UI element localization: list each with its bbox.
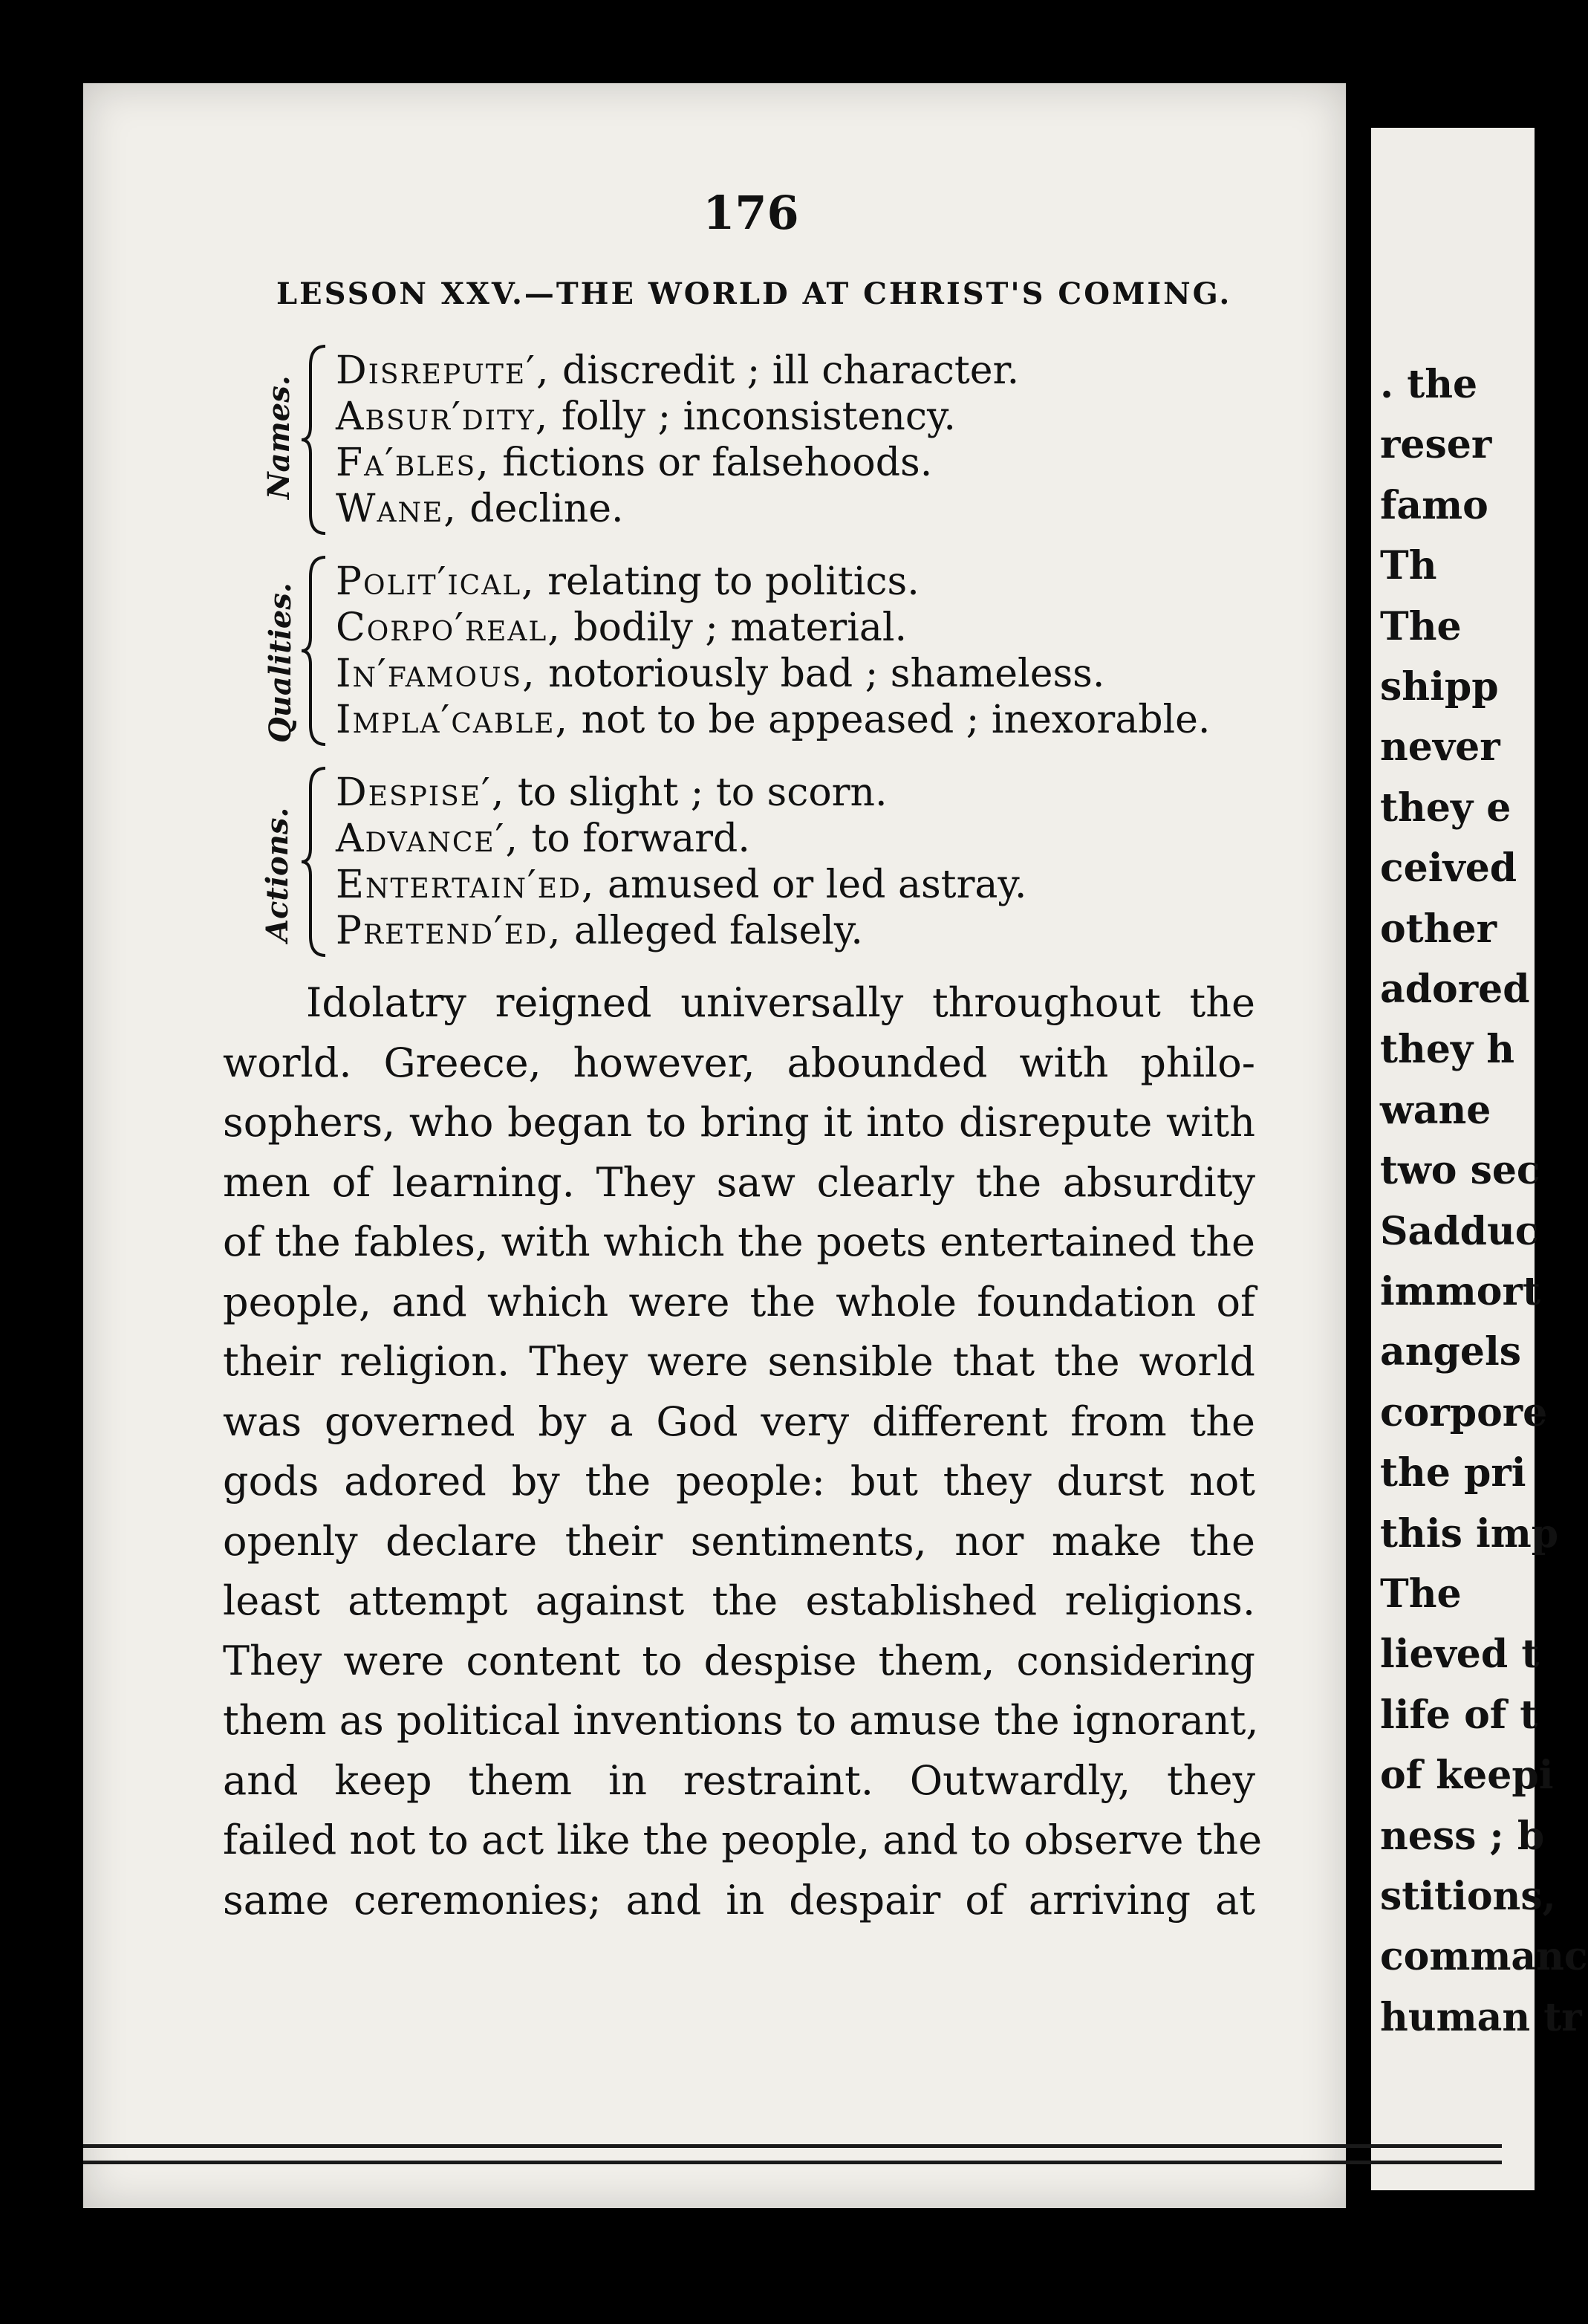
lesson-title: LESSON XXV.—THE WORLD AT CHRIST'S COMING. — [276, 276, 1232, 311]
vocab-group-qualities — [336, 559, 1210, 743]
vocab-item — [336, 697, 1210, 743]
vocab-definition: bodily ; material. — [561, 606, 908, 650]
body-line: failed not to act like the people, and to observe the — [223, 1817, 1263, 1863]
body-line: sophers, who began to bring it into disrepute with — [223, 1099, 1255, 1146]
vocab-item — [336, 862, 1026, 908]
right-page-line: The — [1380, 1571, 1462, 1617]
vocab-definition: relating to politics. — [535, 559, 920, 604]
right-page-line: ceived — [1380, 845, 1517, 892]
vocab-term: Polit′ical, — [336, 559, 536, 604]
right-page-line: never — [1380, 724, 1500, 770]
vocab-definition: notoriously bad ; shameless. — [536, 652, 1105, 696]
vocab-definition: alleged falsely. — [562, 909, 863, 953]
right-page-line: commanc — [1380, 1934, 1588, 1980]
body-line: least attempt against the established religions. — [223, 1577, 1255, 1624]
right-page-line: stitions, — [1380, 1874, 1556, 1919]
vocab-term: Impla′cable, — [336, 698, 570, 742]
body-line: people, and which were the whole foundation of — [223, 1278, 1255, 1325]
body-line: their religion. They were sensible that the world — [223, 1338, 1255, 1385]
right-page-line: corpore — [1380, 1389, 1548, 1435]
right-page-line: of keepi — [1380, 1753, 1554, 1799]
body-line: them as political inventions to amuse the ignorant, — [223, 1697, 1259, 1744]
body-line: gods adored by the people: but they durst not — [223, 1458, 1255, 1505]
right-page-line: they h — [1380, 1027, 1515, 1073]
right-page-line: the pri — [1380, 1450, 1526, 1496]
vocab-term: Pretend′ed, — [336, 909, 562, 953]
vocab-item — [336, 348, 1019, 394]
right-page-line: two sec — [1380, 1148, 1540, 1194]
right-page-line: Th — [1380, 543, 1437, 589]
body-paragraph — [223, 973, 1263, 1930]
vocab-term: Wane, — [336, 487, 458, 531]
bottom-rule-2 — [83, 2161, 1502, 2164]
bottom-rule-1 — [83, 2144, 1502, 2148]
vocab-term: In′famous, — [336, 652, 536, 696]
vocab-definition: amused or led astray. — [595, 863, 1027, 907]
right-page-line: angels — [1380, 1329, 1521, 1375]
vocab-term: Fa′bles, — [336, 441, 490, 485]
vocab-item — [336, 908, 1026, 954]
vocab-label-names: Names. — [261, 375, 296, 499]
body-line: and keep them in restraint. Outwardly, they — [223, 1756, 1255, 1804]
vocab-item — [336, 440, 1019, 486]
vocab-item — [336, 816, 1026, 862]
right-page-line: other — [1380, 906, 1497, 952]
page-number: 176 — [703, 186, 799, 240]
right-page-line: lieved t — [1380, 1632, 1540, 1678]
body-line: of the fables, with which the poets entertained the — [223, 1218, 1255, 1265]
brace-qualities — [300, 554, 330, 747]
body-line: was governed by a God very different from the — [223, 1398, 1255, 1445]
vocab-item — [336, 651, 1210, 697]
vocab-label-actions: Actions. — [260, 807, 295, 942]
right-page-line: The — [1380, 603, 1462, 649]
vocab-item — [336, 559, 1210, 605]
vocab-definition: fictions or falsehoods. — [489, 441, 933, 485]
vocab-item — [336, 770, 1026, 816]
vocab-term: Disrepute′, — [336, 348, 550, 393]
right-page-line: this imp — [1380, 1510, 1559, 1557]
body-line: openly declare their sentiments, nor make the — [223, 1517, 1255, 1565]
brace-actions — [300, 765, 330, 958]
right-page-line: human tr — [1380, 1994, 1582, 2040]
vocab-item — [336, 486, 1019, 532]
right-page-line: immort — [1380, 1269, 1540, 1314]
right-page-line: life of t — [1380, 1692, 1538, 1738]
right-page-line: famo — [1380, 482, 1488, 528]
brace-names — [300, 343, 330, 536]
vocab-term: Despise′, — [336, 770, 506, 815]
vocab-definition: folly ; inconsistency. — [549, 395, 956, 439]
body-line: world. Greece, however, abounded with philo- — [223, 1039, 1255, 1086]
right-page-line: they e — [1380, 785, 1511, 831]
vocab-group-names — [336, 348, 1019, 532]
vocab-term: Absur′dity, — [336, 395, 550, 439]
vocab-label-qualities: Qualities. — [263, 582, 298, 743]
right-page-line: ness ; b — [1380, 1813, 1545, 1859]
right-page-line: wane — [1380, 1087, 1491, 1133]
body-line: men of learning. They saw clearly the absurdity — [223, 1158, 1255, 1206]
right-page-line: reser — [1380, 422, 1492, 468]
right-page-line: adored — [1380, 967, 1530, 1012]
body-line: Idolatry reigned universally throughout the — [306, 979, 1255, 1026]
vocab-definition: to forward. — [519, 817, 750, 861]
vocab-item — [336, 605, 1210, 651]
right-page-line: shipp — [1380, 664, 1499, 710]
vocab-definition: to slight ; to scorn. — [505, 770, 888, 815]
vocab-definition: not to be appeased ; inexorable. — [569, 698, 1211, 742]
vocab-term: Entertain′ed, — [336, 863, 596, 907]
right-page-line: . the — [1380, 362, 1478, 407]
vocab-definition: decline. — [457, 487, 624, 531]
right-page-line: Sadduc — [1380, 1208, 1539, 1254]
vocab-term: Corpo′real, — [336, 606, 562, 650]
vocab-definition: discredit ; ill character. — [550, 348, 1020, 393]
vocab-group-actions — [336, 770, 1026, 954]
vocab-term: Advance′, — [336, 817, 519, 861]
body-line: They were content to despise them, considering — [223, 1637, 1255, 1684]
vocab-item — [336, 394, 1019, 440]
body-line: same ceremonies; and in despair of arriving at — [223, 1876, 1255, 1924]
